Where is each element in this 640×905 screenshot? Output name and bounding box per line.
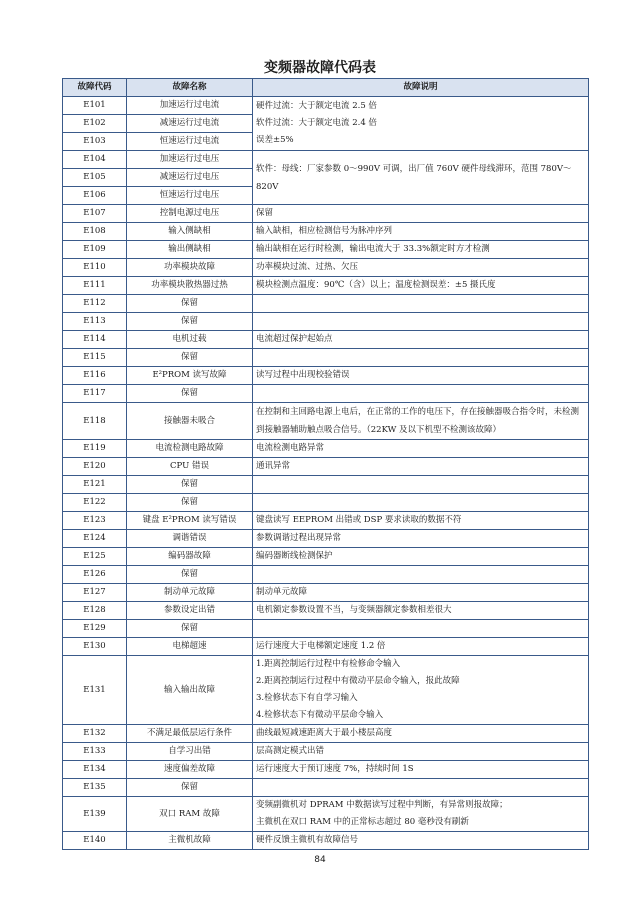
fault-desc: 电流超过保护起始点 xyxy=(253,331,589,349)
fault-code: E103 xyxy=(63,133,127,151)
fault-name: 减速运行过电流 xyxy=(127,115,253,133)
fault-desc: 运行速度大于预订速度 7%，持续时间 1S xyxy=(253,761,589,779)
fault-name: 保留 xyxy=(127,620,253,638)
fault-code: E140 xyxy=(63,832,127,850)
table-row xyxy=(63,440,589,458)
fault-name: 接触器未吸合 xyxy=(127,403,253,440)
fault-code: E113 xyxy=(63,313,127,331)
fault-code: E112 xyxy=(63,295,127,313)
fault-code: E127 xyxy=(63,584,127,602)
fault-code: E121 xyxy=(63,476,127,494)
fault-desc: 输出缺相在运行时检测，输出电流大于 33.3%额定时方才检测 xyxy=(253,241,589,259)
table-row xyxy=(63,403,589,440)
table-row xyxy=(63,97,589,115)
table-row xyxy=(63,331,589,349)
fault-code: E125 xyxy=(63,548,127,566)
fault-desc: 电机额定参数设置不当，与变频器额定参数相差很大 xyxy=(253,602,589,620)
desc-line: 3.检修状态下有自学习输入 xyxy=(256,693,358,703)
desc-line: 硬件过流：大于额定电流 2.5 倍 xyxy=(256,101,377,111)
fault-code: E126 xyxy=(63,566,127,584)
fault-name: 保留 xyxy=(127,349,253,367)
fault-code: E120 xyxy=(63,458,127,476)
table-row xyxy=(63,530,589,548)
fault-name: 保留 xyxy=(127,476,253,494)
fault-code: E131 xyxy=(63,656,127,725)
fault-desc: 读写过程中出现校验错误 xyxy=(253,367,589,385)
fault-desc: 输入缺相，相应检测信号为脉冲序列 xyxy=(253,223,589,241)
fault-code: E106 xyxy=(63,187,127,205)
fault-desc xyxy=(253,779,589,797)
fault-name: 保留 xyxy=(127,295,253,313)
fault-code: E101 xyxy=(63,97,127,115)
fault-code: E107 xyxy=(63,205,127,223)
fault-desc: 模块检测点温度：90℃（含）以上；温度检测误差：±5 摄氏度 xyxy=(253,277,589,295)
fault-name: 恒速运行过电流 xyxy=(127,133,253,151)
fault-name: 调谐错误 xyxy=(127,530,253,548)
table-row xyxy=(63,602,589,620)
table-row xyxy=(63,548,589,566)
fault-code-table xyxy=(62,78,589,850)
fault-desc: 参数调谐过程出现异常 xyxy=(253,530,589,548)
table-row xyxy=(63,313,589,331)
fault-name: 电流检测电路故障 xyxy=(127,440,253,458)
table-row xyxy=(63,761,589,779)
desc-line: 主微机在双口 RAM 中的正常标志超过 80 毫秒没有刷新 xyxy=(256,817,469,827)
fault-name: 功率模块故障 xyxy=(127,259,253,277)
fault-code: E133 xyxy=(63,743,127,761)
header-desc: 故障说明 xyxy=(253,79,589,97)
fault-code: E139 xyxy=(63,797,127,832)
desc-line: 4.检修状态下有微动平层命令输入 xyxy=(256,710,384,720)
fault-desc: 编码器断线检测保护 xyxy=(253,548,589,566)
fault-desc xyxy=(253,295,589,313)
page-number: 84 xyxy=(314,855,326,865)
table-row xyxy=(63,656,589,725)
fault-name: 保留 xyxy=(127,779,253,797)
fault-code: E130 xyxy=(63,638,127,656)
fault-code: E116 xyxy=(63,367,127,385)
fault-code: E114 xyxy=(63,331,127,349)
fault-code: E122 xyxy=(63,494,127,512)
fault-code: E123 xyxy=(63,512,127,530)
fault-desc-overcurrent xyxy=(253,97,589,151)
fault-name: 不满足最低层运行条件 xyxy=(127,725,253,743)
fault-desc xyxy=(253,313,589,331)
fault-code: E115 xyxy=(63,349,127,367)
fault-desc: 通讯异常 xyxy=(253,458,589,476)
table-row xyxy=(63,476,589,494)
fault-name: 保留 xyxy=(127,385,253,403)
table-header-row xyxy=(63,79,589,97)
fault-desc: 制动单元故障 xyxy=(253,584,589,602)
fault-desc xyxy=(253,349,589,367)
fault-desc xyxy=(253,566,589,584)
header-name: 故障名称 xyxy=(127,79,253,97)
header-code: 故障代码 xyxy=(63,79,127,97)
desc-line: 2.距离控制运行过程中有微动平层命令输入，报此故障 xyxy=(256,676,460,686)
fault-code: E109 xyxy=(63,241,127,259)
fault-name: CPU 错误 xyxy=(127,458,253,476)
fault-code: E129 xyxy=(63,620,127,638)
fault-code: E118 xyxy=(63,403,127,440)
fault-name: 电机过载 xyxy=(127,331,253,349)
fault-desc: 层高测定模式出错 xyxy=(253,743,589,761)
fault-code: E110 xyxy=(63,259,127,277)
fault-name: 保留 xyxy=(127,313,253,331)
fault-name: 参数设定出错 xyxy=(127,602,253,620)
fault-desc xyxy=(253,385,589,403)
table-row xyxy=(63,797,589,832)
fault-code: E117 xyxy=(63,385,127,403)
fault-name: 电梯超速 xyxy=(127,638,253,656)
fault-desc xyxy=(253,620,589,638)
fault-code: E119 xyxy=(63,440,127,458)
table-row xyxy=(63,725,589,743)
fault-desc-e131 xyxy=(253,656,589,725)
fault-desc: 曲线最短减速距离大于最小楼层高度 xyxy=(253,725,589,743)
fault-code: E104 xyxy=(63,151,127,169)
fault-name: 键盘 E²PROM 读写错误 xyxy=(127,512,253,530)
fault-name: 制动单元故障 xyxy=(127,584,253,602)
fault-name: 功率模块散热器过热 xyxy=(127,277,253,295)
fault-name: 主微机故障 xyxy=(127,832,253,850)
fault-name: 加速运行过电流 xyxy=(127,97,253,115)
fault-code: E108 xyxy=(63,223,127,241)
table-row xyxy=(63,205,589,223)
fault-name: 控制电源过电压 xyxy=(127,205,253,223)
table-row xyxy=(63,151,589,169)
fault-desc: 硬件反馈主微机有故障信号 xyxy=(253,832,589,850)
fault-desc: 在控制和主回路电源上电后，在正常的工作的电压下，存在接触器吸合指令时，未检测到接触器辅助触点吸合信号。（22KW 及以下机型不检测该故障） xyxy=(253,403,589,440)
table-row xyxy=(63,349,589,367)
fault-name: 输入输出故障 xyxy=(127,656,253,725)
fault-name: 双口 RAM 故障 xyxy=(127,797,253,832)
fault-name: 输出侧缺相 xyxy=(127,241,253,259)
fault-desc-overvoltage: 软件：母线：厂家参数 0～990V 可调，出厂值 760V 硬件母线滞环，范围 780V～820V xyxy=(253,151,589,205)
fault-code: E102 xyxy=(63,115,127,133)
fault-desc: 电流检测电路异常 xyxy=(253,440,589,458)
table-row xyxy=(63,223,589,241)
table-row xyxy=(63,367,589,385)
fault-name: 恒速运行过电压 xyxy=(127,187,253,205)
table-row xyxy=(63,620,589,638)
desc-line: 1.距离控制运行过程中有检修命令输入 xyxy=(256,659,401,669)
fault-code: E105 xyxy=(63,169,127,187)
fault-code: E135 xyxy=(63,779,127,797)
table-row xyxy=(63,832,589,850)
fault-code: E128 xyxy=(63,602,127,620)
table-row xyxy=(63,277,589,295)
table-row xyxy=(63,743,589,761)
fault-code: E132 xyxy=(63,725,127,743)
table-row xyxy=(63,779,589,797)
fault-name: 自学习出错 xyxy=(127,743,253,761)
fault-desc xyxy=(253,494,589,512)
fault-desc xyxy=(253,476,589,494)
table-row xyxy=(63,241,589,259)
fault-name: 输入侧缺相 xyxy=(127,223,253,241)
fault-desc-e139 xyxy=(253,797,589,832)
table-row xyxy=(63,295,589,313)
desc-line: 误差±5% xyxy=(256,135,294,145)
fault-name: 保留 xyxy=(127,494,253,512)
desc-line: 变频副微机对 DPRAM 中数据读写过程中判断，有异常则报故障； xyxy=(256,800,508,810)
table-row xyxy=(63,494,589,512)
fault-desc: 运行速度大于电梯额定速度 1.2 倍 xyxy=(253,638,589,656)
table-row xyxy=(63,385,589,403)
fault-name: 编码器故障 xyxy=(127,548,253,566)
table-row xyxy=(63,566,589,584)
fault-code: E111 xyxy=(63,277,127,295)
table-row xyxy=(63,584,589,602)
fault-name: 减速运行过电压 xyxy=(127,169,253,187)
fault-code: E134 xyxy=(63,761,127,779)
desc-line: 软件过流：大于额定电流 2.4 倍 xyxy=(256,118,377,128)
fault-desc: 键盘读写 EEPROM 出错或 DSP 要求读取的数据不符 xyxy=(253,512,589,530)
table-row xyxy=(63,638,589,656)
fault-desc: 功率模块过流、过热、欠压 xyxy=(253,259,589,277)
table-row xyxy=(63,512,589,530)
table-row xyxy=(63,259,589,277)
fault-name: 加速运行过电压 xyxy=(127,151,253,169)
fault-code: E124 xyxy=(63,530,127,548)
page-title: 变频器故障代码表 xyxy=(264,60,376,76)
fault-name: E²PROM 读写故障 xyxy=(127,367,253,385)
fault-name: 保留 xyxy=(127,566,253,584)
fault-name: 速度偏差故障 xyxy=(127,761,253,779)
table-row xyxy=(63,458,589,476)
fault-desc: 保留 xyxy=(253,205,589,223)
